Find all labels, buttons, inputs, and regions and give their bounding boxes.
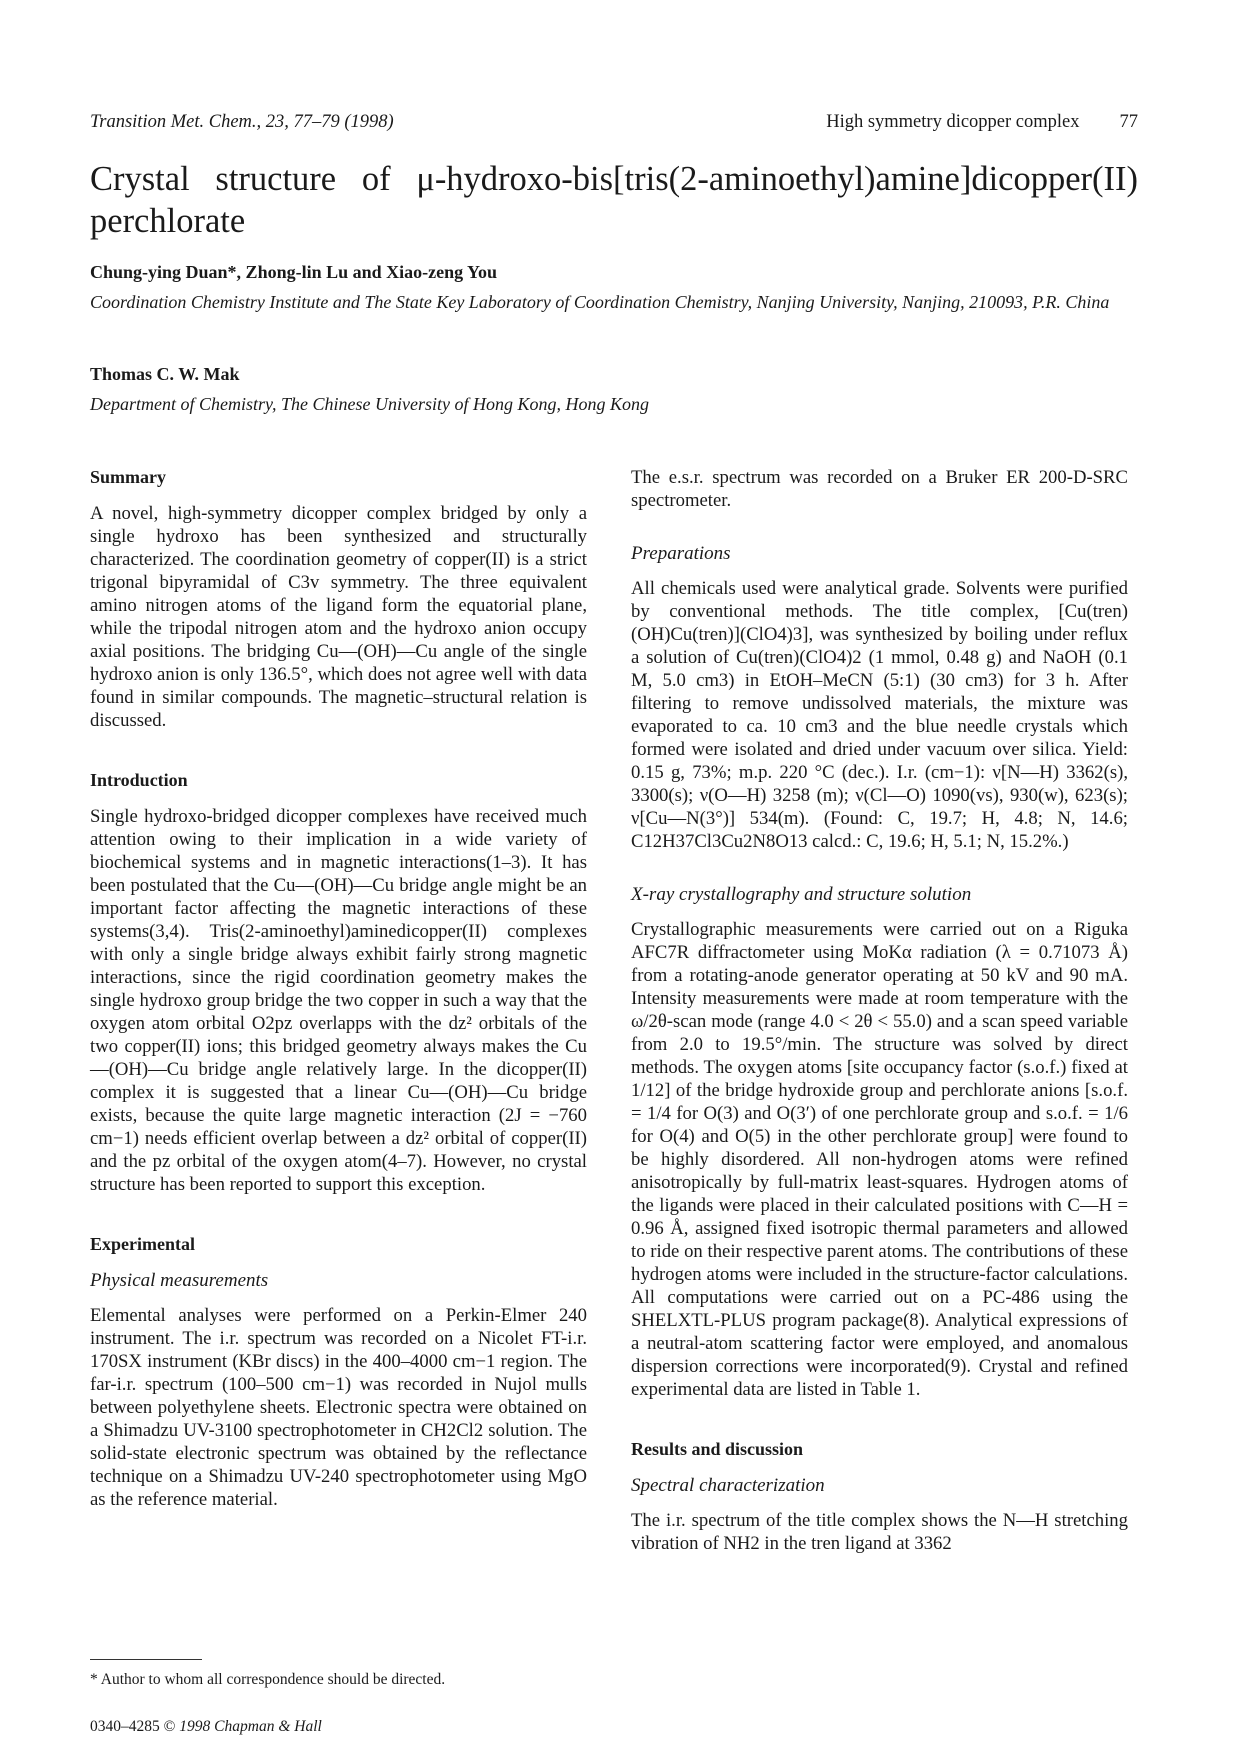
left-column [90,466,587,1511]
publisher: 1998 Chapman & Hall [179,1718,322,1735]
xray-text: Crystallographic measurements were carried out on a Riguka AFC7R diffractometer using MoKα radiation (λ = 0.71073 Å) from a rotating-anode generator operating at 50 kV and 90 mA. Intensity measurements were made at room temperature with the ω/2θ-scan mode (range 4.0 < 2θ < 55.0) and a scan speed variable from 2.0 to 19.5°/min. The structure was solved by direct methods. The oxygen atoms [site occupancy factor (s.o.f.) fixed at 1/12] of the bridge hydroxide group and perchlorate anions [s.o.f. = 1/4 for O(3) and O(3′) of one perchlorate group and s.o.f. = 1/6 for O(4) and O(5) in the other perchlorate group] were found to be highly disordered. All non-hydrogen atoms were refined anisotropically by full-matrix least-squares. Hydrogen atoms of the ligands were placed in their calculated positions with C—H = 0.96 Å, assigned fixed isotropic thermal parameters and allowed to ride on their respective parent atoms. The contributions of these hydrogen atoms were included in the structure-factor calculations. All computations were carried out on a PC-486 using the SHELXTL-PLUS program package(8). Analytical expressions of a neutral-atom scattering factor were employed, and anomalous dispersion corrections were incorporated(9). Crystal and refined experimental data are listed in Table 1. [631,919,1128,1400]
summary-text: A novel, high-symmetry dicopper complex bridged by only a single hydroxo has been synthesized and structurally characterized. The coordination geometry of copper(II) is a strict trigonal bipyramidal of C3v symmetry. The three equivalent amino nitrogen atoms of the ligand form the equatorial plane, while the tripodal nitrogen atom and the hydroxo anion occupy axial positions. The bridging Cu—(OH)—Cu angle of the single hydroxo anion is only 136.5°, which does not agree well with data found in similar compounds. The magnetic–structural relation is discussed. [90,503,587,731]
preparations-heading: Preparations [631,543,731,564]
running-head [90,112,1138,133]
issn-code: 0340–4285 © [90,1718,176,1735]
experimental-heading: Experimental [90,1234,195,1254]
copyright-footer [90,1718,322,1736]
right-column [631,466,1128,1555]
results-heading: Results and discussion [631,1439,804,1459]
preparations-text: All chemicals used were analytical grade. Solvents were purified by conventional methods. The title complex, [Cu(tren)(OH)Cu(tren)](ClO4)3], was synthesized by boiling under reflux a solution of Cu(tren)(ClO4)2 (1 mmol, 0.48 g) and NaOH (0.1 M, 5.0 cm3) in EtOH–MeCN (5:1) (30 cm3) for 3 h. After filtering to remove undissolved materials, the mixture was evaporated to ca. 10 cm3 and the blue needle crystals which formed were isolated and dried under vacuum over silica. Yield: 0.15 g, 73%; m.p. 220 °C (dec.). I.r. (cm−1): ν[N—H) 3362(s), 3300(s); ν(O—H) 3258 (m); ν(Cl—O) 1090(vs), 930(w), 623(s); ν[Cu—N(3°)] 534(m). (Found: C, 19.7; H, 4.8; N, 14.6; C12H37Cl3Cu2N8O13 calcd.: C, 19.6; H, 5.1; N, 15.2%.) [631,578,1128,852]
page-number: 77 [1119,112,1138,132]
short-title: High symmetry dicopper complex [826,112,1080,132]
summary-heading: Summary [90,467,166,487]
spectral-text: The i.r. spectrum of the title complex shows the N—H stretching vibration of NH2 in the tren ligand at 3362 [631,1510,1128,1554]
journal-citation: Transition Met. Chem., 23, 77–79 (1998) [90,112,394,132]
introduction-text: Single hydroxo-bridged dicopper complexes have received much attention owing to their implication in a wide variety of biochemical systems and in magnetic interactions(1–3). It has been postulated that the Cu—(OH)—Cu bridge angle might be an important factor affecting the magnetic interactions of these systems(3,4). Tris(2-aminoethyl)aminedicopper(II) complexes with only a single bridge always exhibit fairly strong magnetic interactions, since the rigid coordination geometry makes the single hydroxo group bridge the two copper in such a way that the oxygen atom orbital O2pz overlapps with the dz² orbitals of the two copper(II) ions; this bridged geometry always makes the Cu—(OH)—Cu bridge angle relatively large. In the dicopper(II) complex it is suggested that a linear Cu—(OH)—Cu bridge exists, because the quite large magnetic interaction (2J = −760 cm−1) needs efficient overlap between a dz² orbital of copper(II) and the pz orbital of the oxygen atom(4–7). However, no crystal structure has been reported to support this exception. [90,806,587,1195]
article-title: Crystal structure of μ-hydroxo-bis[tris(2-aminoethyl)amine]dicopper(II) perchlorate [90,160,1138,240]
affiliation-primary: Coordination Chemistry Institute and The State Key Laboratory of Coordination Chemistry, Nanjing University, Nanjing, 210093, P.R. China [90,292,1110,312]
footnote-rule [90,1659,202,1660]
esr-text: The e.s.r. spectrum was recorded on a Bruker ER 200-D-SRC spectrometer. [631,467,1128,511]
xray-heading: X-ray crystallography and structure solution [631,884,972,905]
footnote: * Author to whom all correspondence should be directed. [90,1671,446,1688]
authors-primary: Chung-ying Duan*, Zhong-lin Lu and Xiao-zeng You [90,262,497,282]
spectral-heading: Spectral characterization [631,1475,825,1496]
authors-secondary: Thomas C. W. Mak [90,364,240,384]
affiliation-secondary: Department of Chemistry, The Chinese University of Hong Kong, Hong Kong [90,394,649,414]
introduction-heading: Introduction [90,770,188,790]
physical-measurements-text: Elemental analyses were performed on a Perkin-Elmer 240 instrument. The i.r. spectrum was recorded on a Nicolet FT-i.r. 170SX instrument (KBr discs) in the 400–4000 cm−1 region. The far-i.r. spectrum (100–500 cm−1) was recorded in Nujol mulls between polyethylene sheets. Electronic spectra were obtained on a Shimadzu UV-3100 spectrophotometer in CH2Cl2 solution. The solid-state electronic spectrum was obtained by the reflectance technique on a Shimadzu UV-240 spectrophotometer using MgO as the reference material. [90,1305,587,1510]
physical-measurements-heading: Physical measurements [90,1270,269,1291]
